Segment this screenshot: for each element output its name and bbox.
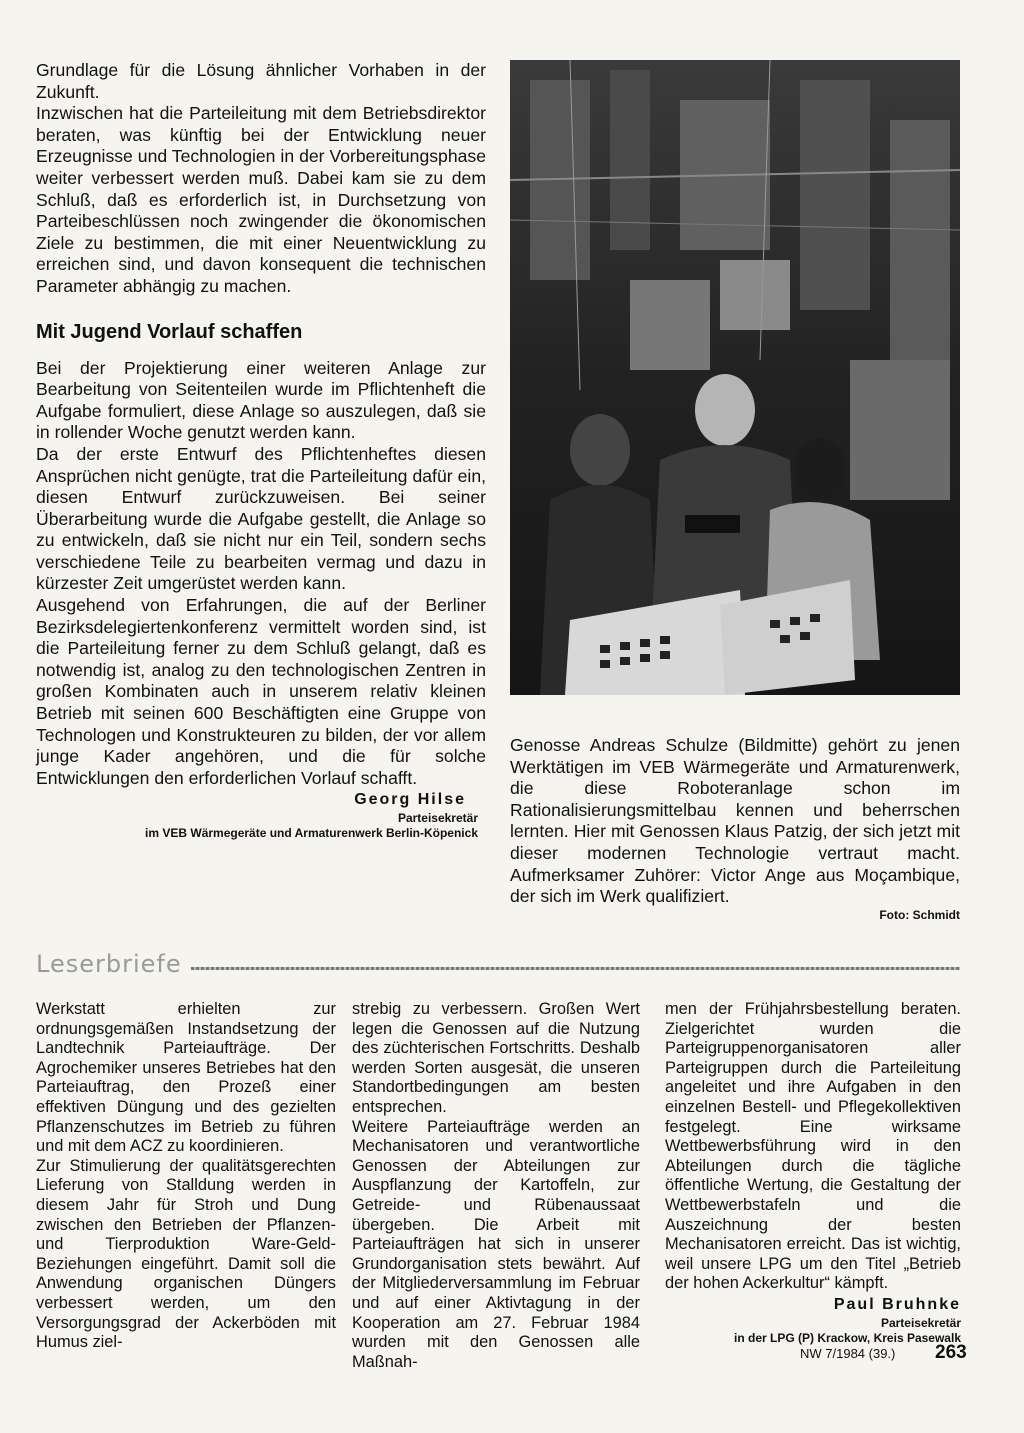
- photo-caption: [510, 735, 960, 908]
- section-header: [36, 950, 960, 980]
- letters-author: Paul Bruhnke: [833, 1295, 961, 1313]
- letters-column-2: [352, 1000, 640, 1372]
- article-author-organization: im VEB Wärmegeräte und Armaturenwerk Berlin-Köpenick: [145, 826, 478, 841]
- letters-author-organization: in der LPG (P) Krackow, Kreis Pasewalk: [734, 1330, 961, 1345]
- letters-paragraph: Zur Stimulierung der qualitätsgerechten Lieferung von Stalldung werden in diesem Jahr für Stroh und Dung zwischen den Betrieben der Pflanzen- und Tierproduktion Ware-Geld-Beziehungen eingeführt. Damit soll die Anwendung organischen Düngers verbessert werden, um den Versorgungsgrad der Ackerböden mit Humus ziel-: [36, 1156, 336, 1352]
- factory-photo: [510, 60, 960, 695]
- photo-caption-text: Genosse Andreas Schulze (Bildmitte) gehört zu jenen Werktätigen im VEB Wärmegeräte und Armaturenwerk, die diese Roboteranlage schon im Rationalisierungsmittelbau kennen und beherrschen lernten. Hier mit Genossen Klaus Patzig, der sich jetzt mit dieser modernen Technologie vertraut macht. Aufmerksamer Zuhörer: Victor Ange aus Moçambique, der sich im Werk qualifiziert.: [510, 735, 960, 907]
- letters-author-role: Parteisekretär: [880, 1315, 961, 1330]
- article-subheading: Mit Jugend Vorlauf schaffen: [36, 320, 303, 343]
- photo-credit: Foto: Schmidt: [879, 908, 960, 922]
- article-paragraph: Bei der Projektierung einer weiteren Anlage zur Bearbeitung von Seitenteilen wurde im Pflichtenheft die Aufgabe formuliert, diese Anlage so auszulegen, daß sie in rollender Woche genutzt werden kann.: [36, 357, 486, 443]
- letters-paragraph: strebig zu verbessern. Großen Wert legen die Genossen auf die Nutzung des züchterischen Fortschritts. Deshalb werden Sorten ausgesät, die unseren Standortbedingungen am besten entsprechen.: [352, 1000, 640, 1116]
- article-paragraph: Ausgehend von Erfahrungen, die auf der Berliner Bezirksdelegiertenkonferenz vermittelt worden sind, ist die Parteileitung ferner zu dem Schluß gelangt, daß es notwendig ist, analog zu den technologischen Zentren in großen Kombinaten auch in unserem relativ kleinen Betrieb mit seinen 600 Beschäftigten eine Gruppe von Technologen und Konstrukteuren zu bilden, der vor allem junge Kader angehören, und die für solche Entwicklungen den erforderlichen Vorlauf schafft.: [36, 595, 486, 788]
- article-paragraph: Grundlage für die Lösung ähnlicher Vorhaben in der Zukunft.: [36, 60, 486, 102]
- factory-photo-image: [510, 60, 960, 695]
- issue-reference: NW 7/1984 (39.): [800, 1346, 896, 1361]
- page-number: 263: [935, 1342, 967, 1363]
- article-paragraph: Da der erste Entwurf des Pflichtenheftes diesen Ansprüchen nicht genügte, trat die Parteileitung dafür ein, diesen Entwurf zurückzuweisen. Bei seiner Überarbeitung wurde die Aufgabe gestellt, die Anlage so zu entwickeln, daß sie nicht nur ein Teil, sondern sechs verschiedene Teile zu bearbeiten vermag und dazu in kürzester Zeit umgerüstet werden kann.: [36, 443, 486, 594]
- letters-column-1: [36, 1000, 336, 1353]
- article-column: [36, 60, 486, 841]
- letters-paragraph: Werkstatt erhielten zur ordnungsgemäßen Instandsetzung der Landtechnik Parteiaufträge. Der Agrochemiker unseres Betriebes hat den Parteiauftrag, den Prozeß einer effektiven Düngung und des gezielten Pflanzenschutzes im Betrieb zu führen und mit dem ACZ zu koordinieren.: [36, 1000, 336, 1156]
- letters-paragraph: Weitere Parteiaufträge werden an Mechanisatoren und verantwortliche Genossen der Abteilungen zur Auspflanzung der Kartoffeln, zur Getreide- und Rübenaussaat übergeben. Die Arbeit mit Parteiaufträgen hat sich in unserer Grundorganisation stets bewährt. Auf der Mitgliederversammlung im Februar und auf einer Aktivtagung in der Kooperation am 27. Februar 1984 wurden mit den Genossen alle Maßnah-: [352, 1117, 640, 1371]
- letters-paragraph: men der Frühjahrsbestellung beraten. Zielgerichtet wurden die Parteigruppenorganisatoren aller Parteigruppen durch die Parteileitung angeleitet und ihre Aufgaben in den einzelnen Bestell- und Pflegekollektiven festgelegt. Eine wirksame Wettbewerbsführung wird in den Abteilungen durch die tägliche öffentliche Wertung, die Gestaltung der Wettbewerbstafeln und die Auszeichnung der besten Mechanisatoren erreicht. Das ist wichtig, weil unsere LPG um den Titel „Betrieb der hohen Ackerkultur“ kämpft.: [665, 1000, 961, 1293]
- letters-column-3: [665, 1000, 961, 1346]
- article-paragraph: Inzwischen hat die Parteileitung mit dem Betriebsdirektor beraten, was künftig bei der Entwicklung neuer Erzeugnisse und Technologien in der Vorbereitungsphase weiter verbessert werden muß. Dabei kam sie zu dem Schluß, daß es erforderlich ist, in Durchsetzung von Parteibeschlüssen noch zwingender die ökonomischen Ziele zu bestimmen, die mit einer Neuentwicklung zu erreichen sind, und davon konsequent die technischen Parameter abhängig zu machen.: [36, 103, 486, 296]
- section-rule: [191, 967, 960, 970]
- section-label: Leserbriefe: [36, 950, 182, 978]
- article-author: Georg Hilse: [354, 791, 466, 809]
- article-author-role: Parteisekretär: [397, 811, 478, 826]
